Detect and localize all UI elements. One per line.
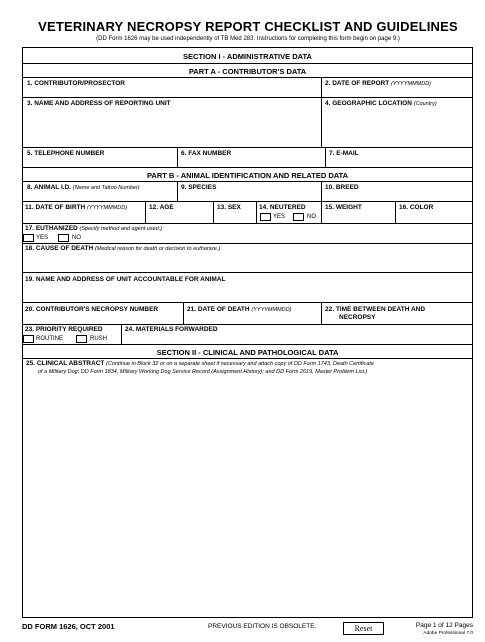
part-b-heading: PART B - ANIMAL IDENTIFICATION AND RELATED DATA xyxy=(146,171,349,180)
neutered-no-checkbox[interactable] xyxy=(293,213,304,221)
divider xyxy=(325,147,326,167)
neutered-yes-checkbox[interactable] xyxy=(260,213,271,221)
field-date-of-birth[interactable]: 11. DATE OF BIRTH (YYYYMMMDD) xyxy=(25,204,128,211)
divider xyxy=(23,97,472,98)
divider xyxy=(23,358,472,359)
field-necropsy-number[interactable]: 20. CONTRIBUTOR'S NECROPSY NUMBER xyxy=(25,306,159,313)
divider xyxy=(183,302,184,324)
field-telephone[interactable]: 5. TELEPHONE NUMBER xyxy=(27,150,105,157)
field-breed[interactable]: 10. BREED xyxy=(325,184,359,191)
field-cause-of-death[interactable]: 18. CAUSE OF DEATH (Medical reason for death or decision to euthanize.) xyxy=(25,245,221,252)
divider xyxy=(23,344,472,345)
neutered-yes-label: YES xyxy=(273,214,286,220)
field-animal-id[interactable]: 8. ANIMAL I.D. (Name and Tattoo Number) xyxy=(27,184,140,191)
field-neutered: 14. NEUTERED xyxy=(259,204,306,211)
neutered-no-label: NO xyxy=(307,214,316,220)
divider xyxy=(321,302,322,324)
part-a-heading: PART A - CONTRIBUTOR'S DATA xyxy=(188,67,307,76)
field-euthanized[interactable]: 17. EUTHANIZED (Specify method and agent used.) xyxy=(25,225,163,232)
divider xyxy=(23,243,472,244)
priority-rush-label: RUSH xyxy=(90,336,108,342)
euthanized-yes-label: YES xyxy=(36,235,49,241)
divider xyxy=(23,272,472,273)
field-age[interactable]: 12. AGE xyxy=(149,204,174,211)
divider xyxy=(256,201,257,223)
euthanized-yes-checkbox[interactable] xyxy=(23,234,34,242)
divider xyxy=(23,201,472,202)
divider xyxy=(177,147,178,167)
divider xyxy=(321,97,322,147)
divider xyxy=(145,201,146,223)
software-version: Adobe Professional 7.0 xyxy=(423,631,473,636)
priority-rush-checkbox[interactable] xyxy=(76,335,87,343)
euthanized-no-checkbox[interactable] xyxy=(58,234,69,242)
page-count: Page 1 of 12 Pages xyxy=(415,622,473,629)
field-contributor-prosector[interactable]: 1. CONTRIBUTOR/PROSECTOR xyxy=(27,80,125,87)
divider xyxy=(23,223,472,224)
field-date-of-report[interactable]: 2. DATE OF REPORT (YYYYMMMDD) xyxy=(325,80,432,87)
obsolete-notice: PREVIOUS EDITION IS OBSOLETE. xyxy=(208,623,317,630)
field-clinical-abstract[interactable]: 25. CLINICAL ABSTRACT (Continue in Block 32 or on a separate sheet if necessary and attach copy of DD Form 1743, Death Certificate of a Military Dog; DD Form 1834, Military Working Dog Service Record (Assignment History); and DD Form 2619, Master Problem List.) xyxy=(26,360,374,375)
form-subtitle: (DD Form 1626 may be used independently of TB Med 283. Instructions for completing this form begin on page 9.) xyxy=(96,36,400,42)
divider xyxy=(177,181,178,201)
priority-routine-label: ROUTINE xyxy=(36,336,63,342)
field-time-to-necropsy[interactable]: 22. TIME BETWEEN DEATH AND NECROPSY xyxy=(325,306,426,321)
field-weight[interactable]: 15. WEIGHT xyxy=(325,204,362,211)
divider xyxy=(395,201,396,223)
divider xyxy=(321,201,322,223)
priority-routine-checkbox[interactable] xyxy=(23,335,34,343)
divider xyxy=(23,167,472,168)
section-1-heading: SECTION I - ADMINISTRATIVE DATA xyxy=(183,52,312,61)
field-accountable-unit[interactable]: 19. NAME AND ADDRESS OF UNIT ACCOUNTABLE FOR ANIMAL xyxy=(25,276,226,283)
field-geographic-location[interactable]: 4. GEOGRAPHIC LOCATION (Country) xyxy=(325,100,437,107)
section-2-heading: SECTION II - CLINICAL AND PATHOLOGICAL DATA xyxy=(156,348,339,357)
form-body xyxy=(22,47,473,618)
divider xyxy=(23,63,472,64)
euthanized-no-label: NO xyxy=(72,235,81,241)
field-fax[interactable]: 6. FAX NUMBER xyxy=(181,150,232,157)
field-sex[interactable]: 13. SEX xyxy=(217,204,241,211)
divider xyxy=(121,324,122,344)
field-date-of-death[interactable]: 21. DATE OF DEATH (YYYYMMMDD) xyxy=(187,306,292,313)
divider xyxy=(23,324,472,325)
reset-button[interactable]: Reset xyxy=(343,622,384,635)
form-number: DD FORM 1626, OCT 2001 xyxy=(22,622,115,631)
divider xyxy=(23,302,472,303)
divider xyxy=(23,181,472,182)
divider xyxy=(23,77,472,78)
field-materials-forwarded[interactable]: 24. MATERIALS FORWARDED xyxy=(125,326,218,333)
field-email[interactable]: 7. E-MAIL xyxy=(329,150,359,157)
field-reporting-unit[interactable]: 3. NAME AND ADDRESS OF REPORTING UNIT xyxy=(27,100,171,107)
field-priority: 23. PRIORITY REQUIRED xyxy=(25,326,103,333)
divider xyxy=(213,201,214,223)
divider xyxy=(321,181,322,201)
divider xyxy=(23,147,472,148)
field-species[interactable]: 9. SPECIES xyxy=(181,184,217,191)
field-color[interactable]: 16. COLOR xyxy=(399,204,434,211)
form-title: VETERINARY NECROPSY REPORT CHECKLIST AND GUIDELINES xyxy=(38,19,458,34)
